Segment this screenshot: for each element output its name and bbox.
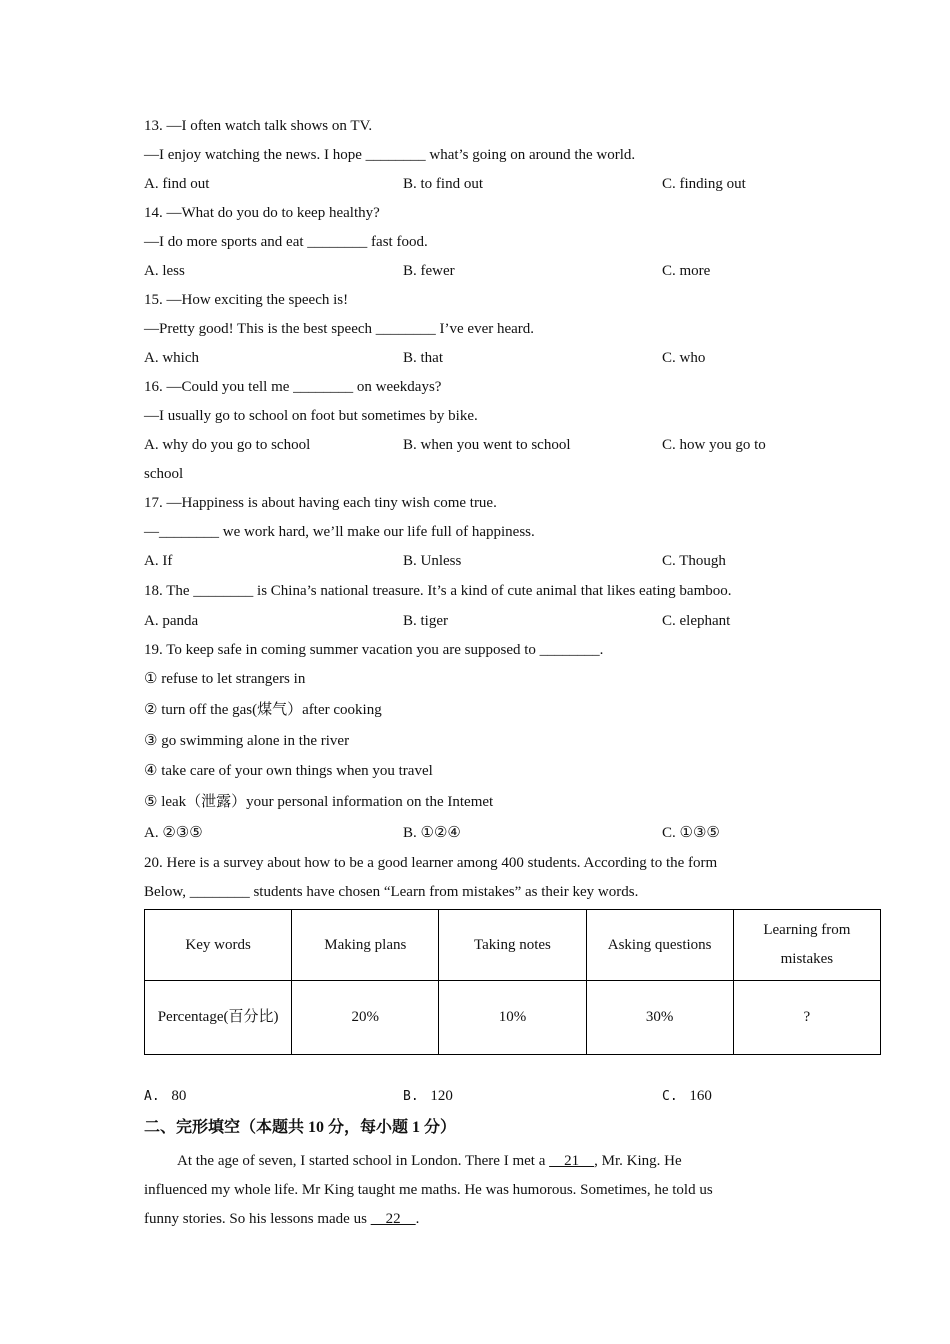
table-cell: 20% — [292, 981, 439, 1055]
q14-line2: —I do more sports and eat ________ fast food. — [144, 234, 428, 250]
q16-option-c-continuation: school — [144, 466, 184, 482]
q20-option-b-letter: B. — [403, 1089, 419, 1104]
q20-option-b-value: 120 — [430, 1088, 453, 1104]
q19-option-a[interactable]: A. ②③⑤ — [144, 825, 203, 841]
table-cell: 30% — [586, 981, 733, 1055]
q20-option-a-letter: A. — [144, 1089, 160, 1104]
q20-option-c[interactable] — [662, 1086, 712, 1107]
q17-stem: 17. —Happiness is about having each tiny wish come true. — [144, 495, 497, 511]
table-header-row — [145, 910, 881, 981]
table-cell: Percentage(百分比) — [145, 981, 292, 1055]
q15-stem: 15. —How exciting the speech is! — [144, 292, 349, 308]
q19-item-4: ④ take care of your own things when you travel — [144, 763, 433, 779]
q19-option-c[interactable]: C. ①③⑤ — [662, 825, 720, 841]
cloze-paragraph-line-2: influenced my whole life. Mr King taught me maths. He was humorous. Sometimes, he told us — [144, 1182, 713, 1198]
q16-option-c[interactable]: C. how you go to — [662, 437, 766, 453]
cloze-paragraph-line-1 — [177, 1151, 682, 1171]
q16-option-a[interactable]: A. why do you go to school — [144, 437, 311, 453]
q19-item-3: ③ go swimming alone in the river — [144, 733, 350, 749]
q17-option-a[interactable]: A. If — [144, 553, 173, 569]
q17-option-c[interactable]: C. Though — [662, 553, 726, 569]
table-header-cell: Taking notes — [439, 910, 586, 981]
section-title: 二、完形填空（本题共 10 分，每小题 1 分） — [144, 1119, 457, 1136]
table-cell: ? — [733, 981, 880, 1055]
cloze-text: , Mr. King. He — [594, 1153, 682, 1169]
q17-line2: —________ we work hard, we’ll make our life full of happiness. — [144, 524, 535, 540]
q20-option-a-value: 80 — [171, 1088, 187, 1104]
q20-option-a[interactable] — [144, 1086, 186, 1107]
q14-stem: 14. —What do you do to keep healthy? — [144, 205, 380, 221]
q15-option-c[interactable]: C. who — [662, 350, 706, 366]
q15-option-a[interactable]: A. which — [144, 350, 199, 366]
q19-option-b[interactable]: B. ①②④ — [403, 825, 461, 841]
q13-option-a[interactable]: A. find out — [144, 176, 210, 192]
q18-stem: 18. The ________ is China’s national treasure. It’s a kind of cute animal that likes eating bamboo. — [144, 583, 732, 599]
cloze-paragraph-line-3 — [144, 1209, 419, 1229]
q14-option-b[interactable]: B. fewer — [403, 263, 455, 279]
q16-line2: —I usually go to school on foot but sometimes by bike. — [144, 408, 478, 424]
table-header-cell: Asking questions — [586, 910, 733, 981]
cloze-blank-21[interactable]: 21 — [549, 1153, 595, 1169]
q20-option-b[interactable] — [403, 1086, 453, 1107]
q20-option-c-letter: C. — [662, 1089, 678, 1104]
table-header-cell: Making plans — [292, 910, 439, 981]
cloze-text: funny stories. So his lessons made us — [144, 1211, 371, 1227]
cloze-text: At the age of seven, I started school in London. There I met a — [177, 1153, 550, 1169]
q16-option-b[interactable]: B. when you went to school — [403, 437, 571, 453]
q18-option-c[interactable]: C. elephant — [662, 613, 731, 629]
q18-option-b[interactable]: B. tiger — [403, 613, 448, 629]
q15-option-b[interactable]: B. that — [403, 350, 443, 366]
q20-option-c-value: 160 — [689, 1088, 712, 1104]
table-cell: 10% — [439, 981, 586, 1055]
cloze-blank-22[interactable]: 22 — [370, 1211, 416, 1227]
q17-option-b[interactable]: B. Unless — [403, 553, 462, 569]
survey-table — [144, 909, 881, 1055]
q19-stem: 19. To keep safe in coming summer vacation you are supposed to ________. — [144, 642, 604, 658]
q13-option-c[interactable]: C. finding out — [662, 176, 746, 192]
q13-stem: 13. —I often watch talk shows on TV. — [144, 118, 373, 134]
q20-line2: Below, ________ students have chosen “Learn from mistakes” as their key words. — [144, 884, 639, 900]
q14-option-c[interactable]: C. more — [662, 263, 711, 279]
q19-item-2: ② turn off the gas(煤气）after cooking — [144, 702, 382, 718]
q15-line2: —Pretty good! This is the best speech ________ I’ve ever heard. — [144, 321, 535, 337]
q16-stem: 16. —Could you tell me ________ on weekdays? — [144, 379, 442, 395]
q13-line2: —I enjoy watching the news. I hope ________ what’s going on around the world. — [144, 147, 636, 163]
cloze-text: . — [415, 1211, 420, 1227]
q19-item-1: ① refuse to let strangers in — [144, 671, 306, 687]
q18-option-a[interactable]: A. panda — [144, 613, 199, 629]
q14-option-a[interactable]: A. less — [144, 263, 185, 279]
table-header-cell: Key words — [145, 910, 292, 981]
table-header-cell: Learning from mistakes — [733, 910, 880, 981]
q19-item-5: ⑤ leak（泄露）your personal information on the Intemet — [144, 794, 494, 810]
table-row — [145, 981, 881, 1055]
q20-stem: 20. Here is a survey about how to be a good learner among 400 students. According to the form — [144, 855, 718, 871]
q13-option-b[interactable]: B. to find out — [403, 176, 484, 192]
